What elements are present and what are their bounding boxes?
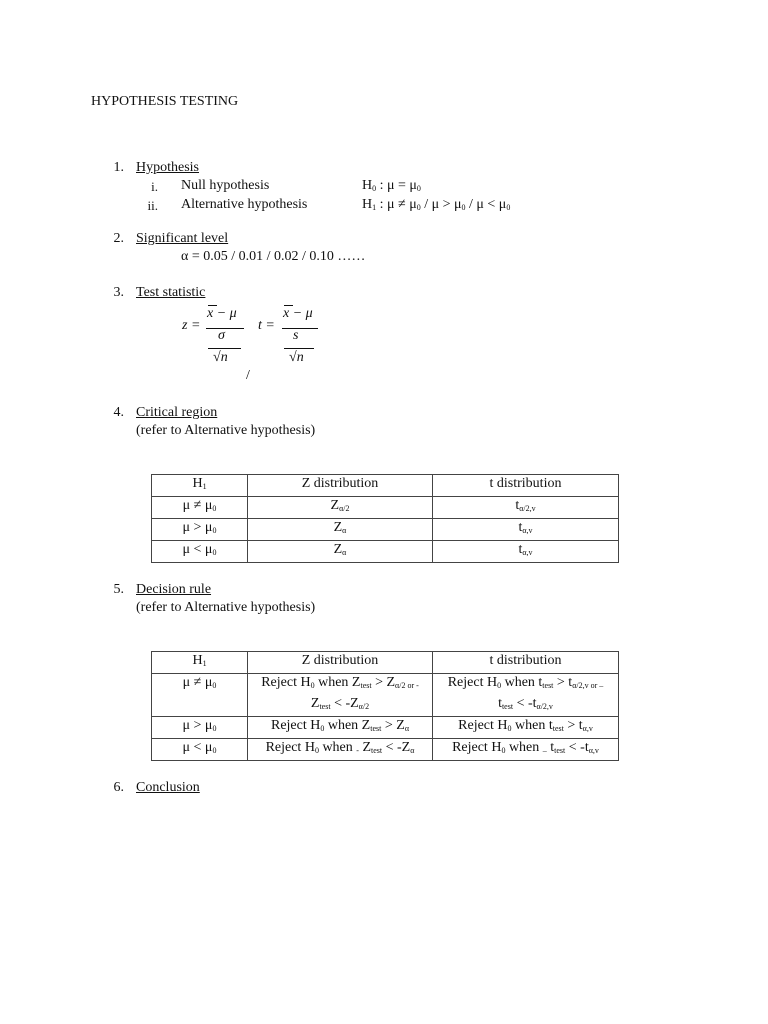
section-2-heading: Significant level xyxy=(136,231,229,246)
header-h1: $H_1$ xyxy=(152,652,248,674)
section-3-heading: Test statistic xyxy=(136,285,206,300)
t-statistic-formula: t = x − μ s √n xyxy=(256,302,336,372)
section-3-number: 3. xyxy=(113,285,124,300)
table-row: $\mu > \mu_0$ $Z_\alpha$ $t_{\alpha,v}$ xyxy=(152,519,619,541)
section-1-heading: Hypothesis xyxy=(136,160,199,175)
alternative-hypothesis-formula: $H_1$ : $\mu \ne \mu_0 / \mu > \mu_0 / \mu < \mu_0$ xyxy=(362,197,511,212)
z-statistic-formula: z = x − μ σ √n xyxy=(180,302,260,372)
table-row: $\mu > \mu_0$ Reject $H_0$ when $Z_{test} > Z_\alpha$ Reject $H_0$ when $t_{test} > t_{\alpha,v}$ xyxy=(152,717,619,739)
section-6-heading: Conclusion xyxy=(136,780,200,795)
header-z-distribution: Z distribution xyxy=(248,652,433,674)
section-5-heading: Decision rule xyxy=(136,582,212,597)
null-hypothesis-formula: $H_0$ : $\mu = \mu_0$ xyxy=(362,178,421,193)
page-title: HYPOTHESIS TESTING xyxy=(91,94,239,109)
stray-slash: / xyxy=(246,368,250,383)
critical-region-table xyxy=(151,474,619,563)
table-row: $\mu < \mu_0$ Reject $H_0$ when $_-$ $Z_{test} < -Z_\alpha$ Reject $H_0$ when $_-$ $t_{test} < -t_{\alpha,v}$ xyxy=(152,739,619,761)
section-4-heading: Critical region xyxy=(136,405,218,420)
section-5-note: (refer to Alternative hypothesis) xyxy=(136,600,316,615)
section-4-number: 4. xyxy=(113,405,124,420)
section-1-number: 1. xyxy=(113,160,124,175)
significance-values: α = 0.05 / 0.01 / 0.02 / 0.10 …… xyxy=(181,249,366,264)
item-i-label: Null hypothesis xyxy=(181,178,270,193)
section-2-number: 2. xyxy=(113,231,124,246)
table-header-row xyxy=(152,475,619,497)
table-row: $\mu \ne \mu_0$ Reject $H_0$ when $Z_{test} > Z_{\alpha/2 or -}$ $Z_{test} < -Z_{\alpha/2}$ Reject $H_0$ when $t_{test} > t_{\alpha/2,v or -}$ $t_{test} < -t_{\alpha/2,v}$ xyxy=(152,674,619,717)
header-z-distribution: Z distribution xyxy=(248,475,433,497)
table-row: $\mu \ne \mu_0$ $Z_{\alpha/2}$ $t_{\alpha/2,v}$ xyxy=(152,497,619,519)
section-5-number: 5. xyxy=(113,582,124,597)
header-h1: $H_1$ xyxy=(152,475,248,497)
table-row: $\mu < \mu_0$ $Z_\alpha$ $t_{\alpha,v}$ xyxy=(152,541,619,563)
section-4-note: (refer to Alternative hypothesis) xyxy=(136,423,316,438)
table-header-row xyxy=(152,652,619,674)
item-ii-number: ii. xyxy=(147,198,158,213)
item-ii-label: Alternative hypothesis xyxy=(181,197,308,212)
section-6-number: 6. xyxy=(113,780,124,795)
item-i-number: i. xyxy=(151,179,158,194)
header-t-distribution: t distribution xyxy=(433,652,619,674)
header-t-distribution: t distribution xyxy=(433,475,619,497)
decision-rule-table xyxy=(151,651,619,761)
